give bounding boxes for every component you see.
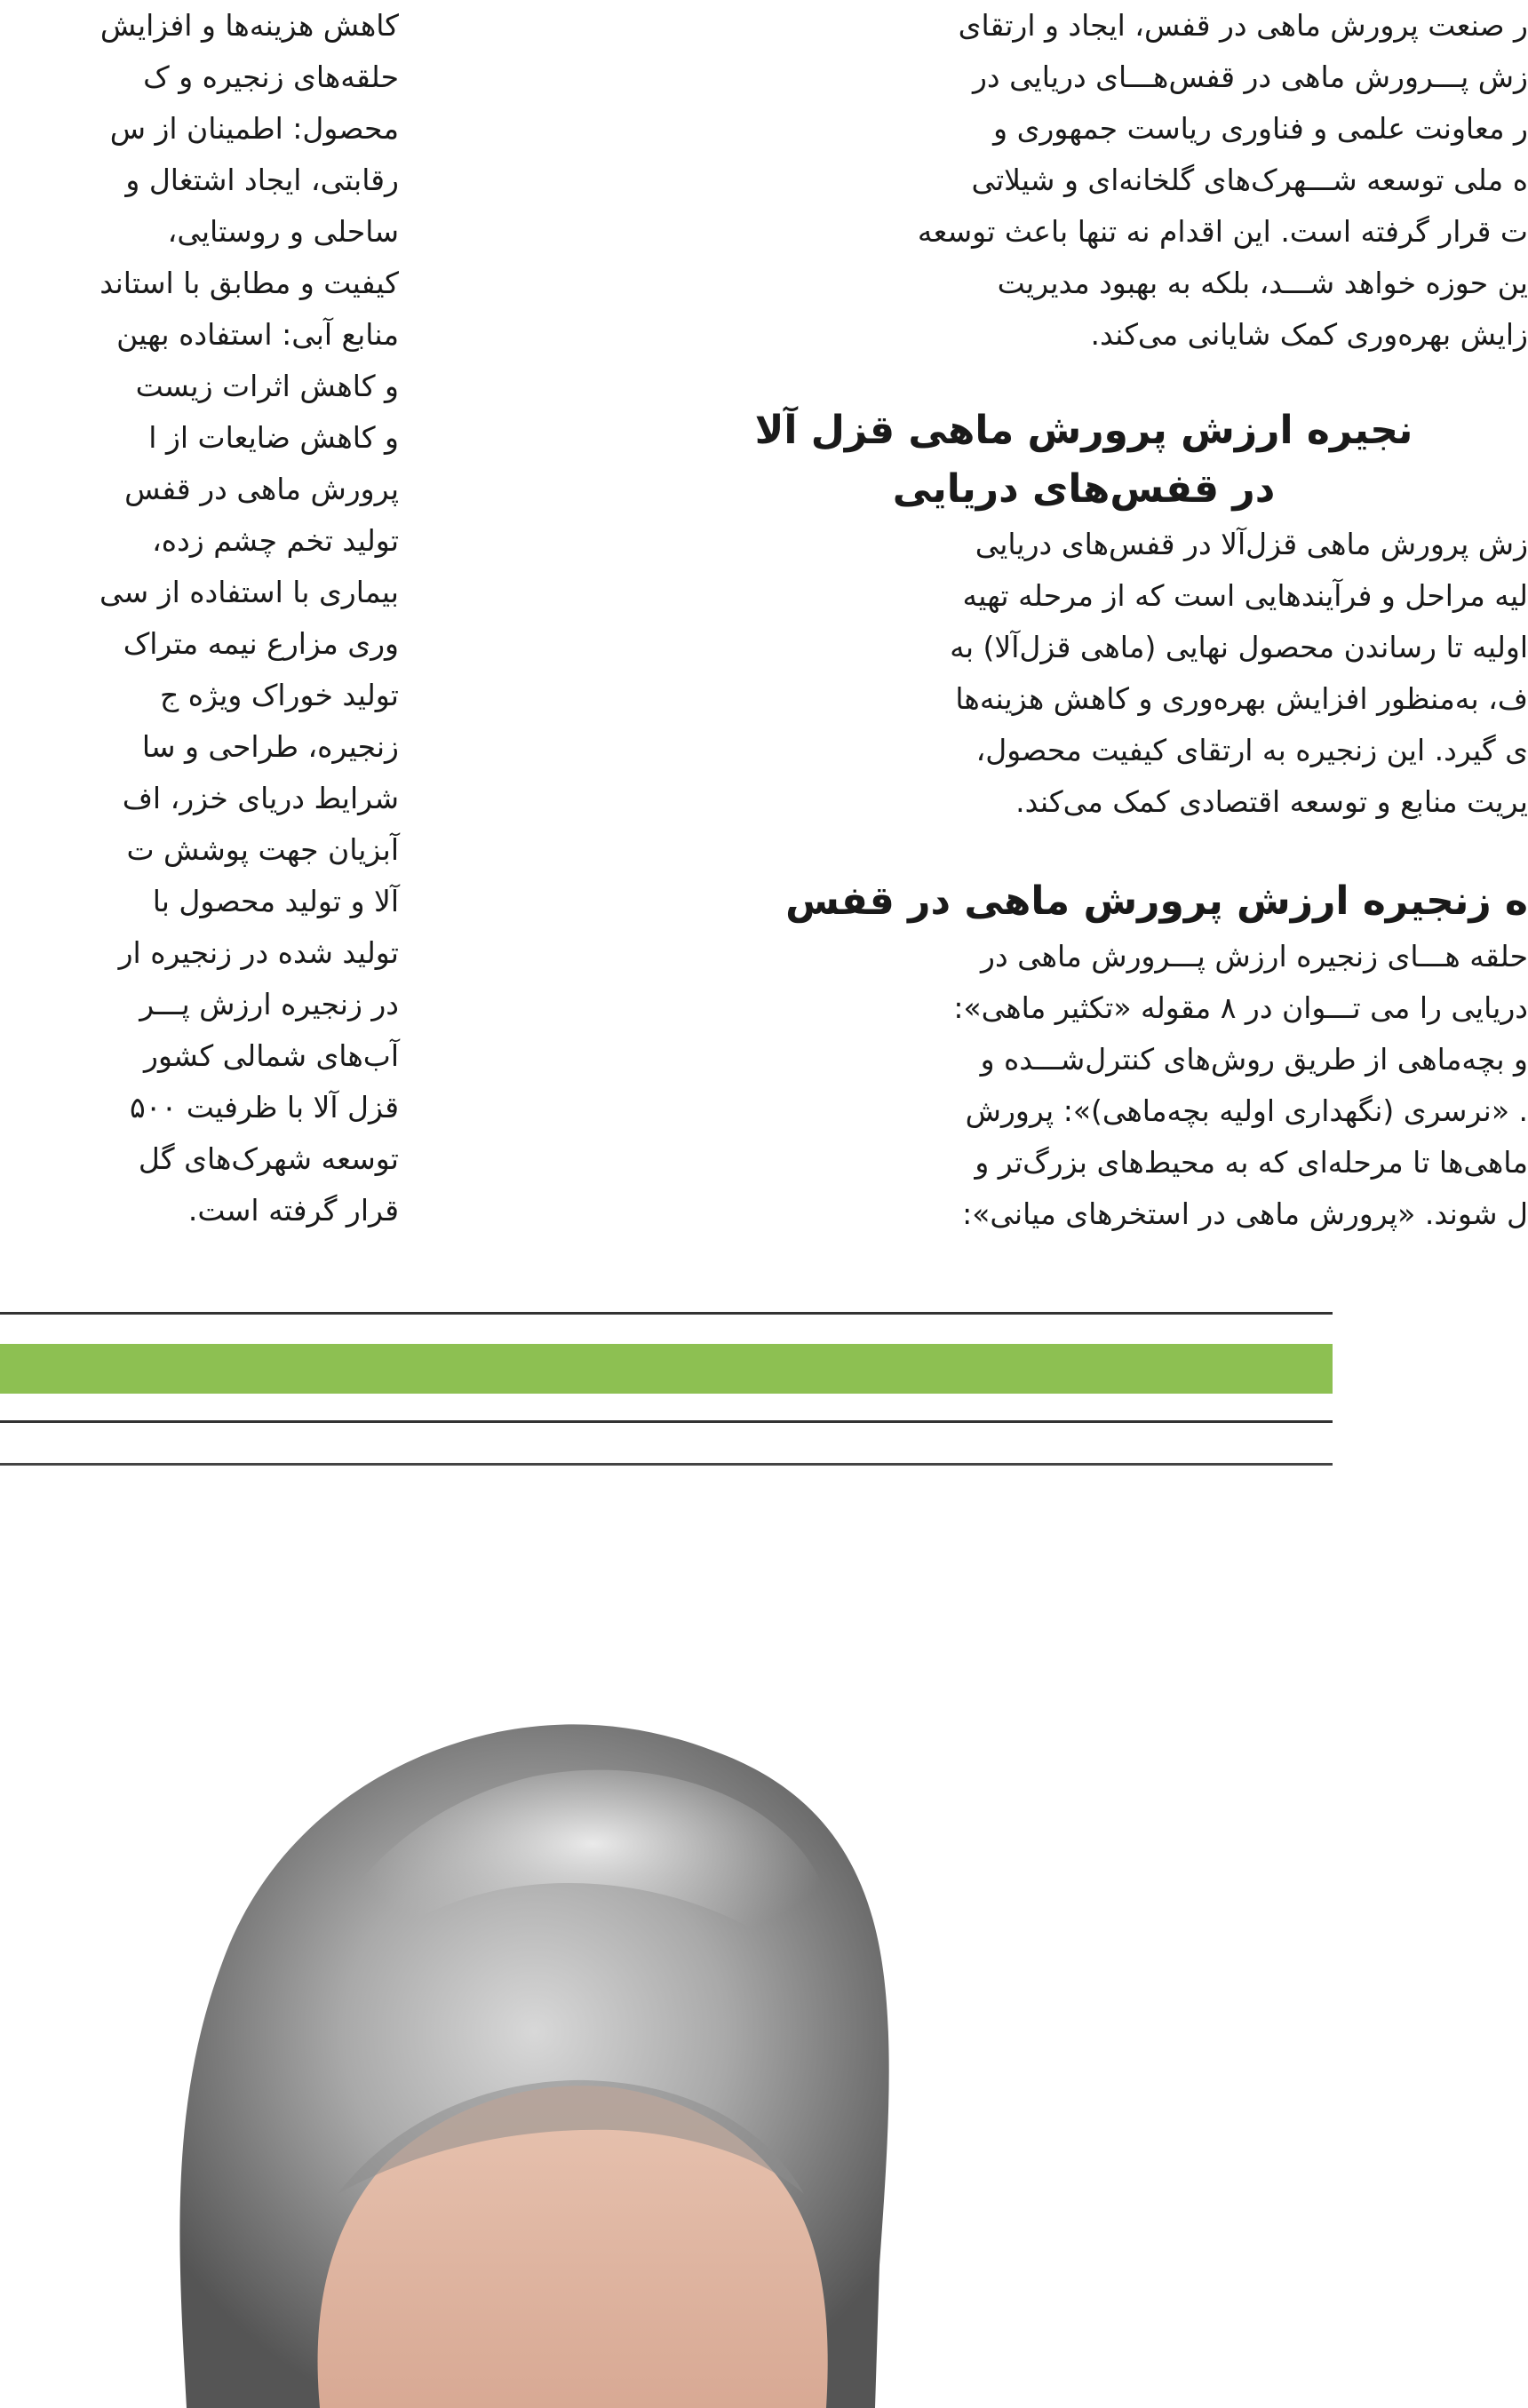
section2-line: حلقه هـــای زنجیره ارزش پـــرورش ماهی در xyxy=(981,939,1528,974)
left-text-column xyxy=(0,0,399,1279)
section1-line: ی گیرد. این زنجیره به ارتقای کیفیت محصول، xyxy=(975,733,1528,767)
left-line: کاهش هزینه‌ها و افزایش xyxy=(99,8,399,43)
left-line: حلقه‌های زنجیره و ک xyxy=(143,60,399,94)
intro-line: ه ملی توسعه شـــهرک‌های گلخانه‌ای و شیلاتی xyxy=(971,163,1528,197)
left-line: محصول: اطمینان از س xyxy=(109,111,399,146)
intro-line: ت قرار گرفته است. این اقدام نه تنها باعث توسعه xyxy=(917,214,1528,249)
left-line: زنجیره، طراحی و سا xyxy=(141,729,399,764)
left-line: و کاهش ضایعات از ا xyxy=(148,420,399,455)
right-text-column xyxy=(480,0,1528,1279)
section1-line: زش پرورش ماهی قزل‌آلا در قفس‌های دریایی xyxy=(975,527,1528,561)
heading-line: در قفس‌های دریایی xyxy=(892,466,1276,512)
left-line: پرورش ماهی در قفس xyxy=(124,472,399,506)
left-line: قرار گرفته است. xyxy=(187,1193,399,1228)
section-heading-value-chain-links: ه زنجیره ارزش پرورش ماهی در قفس xyxy=(785,878,1528,924)
intro-line: زایش بهره‌وری کمک شایانی می‌کند. xyxy=(1090,317,1528,352)
intro-line: ین حوزه خواهد شـــد، بلکه به بهبود مدیریت xyxy=(997,266,1528,300)
left-line: ساحلی و روستایی، xyxy=(167,214,399,249)
section1-line: لیه مراحل و فرآیندهایی است که از مرحله تهیه xyxy=(962,578,1528,613)
middle-divider-rule xyxy=(0,1420,1333,1423)
section1-line: اولیه تا رساندن محصول نهایی (ماهی قزل‌آلا) به xyxy=(950,630,1528,664)
left-line: تولید تخم چشم زده، xyxy=(152,523,399,558)
top-divider-rule xyxy=(0,1312,1333,1315)
intro-line: ر معاونت علمی و فناوری ریاست جمهوری و xyxy=(993,111,1528,146)
section2-line: دریایی را می تـــوان در ۸ مقوله «تکثیر ماهی»: xyxy=(953,990,1528,1025)
section1-paragraph xyxy=(640,519,1528,828)
intro-line: ر صنعت پرورش ماهی در قفس، ایجاد و ارتقای xyxy=(958,8,1528,43)
left-line: تولید شده در زنجیره ار xyxy=(118,935,399,970)
section2-line: . «نرسری (نگهداری اولیه بچه‌ماهی)»: پرورش xyxy=(965,1093,1528,1128)
left-line: آبزیان جهت پوشش ت xyxy=(126,832,399,867)
section1-line: ف، به‌منظور افزایش بهره‌وری و کاهش هزینه‌ها xyxy=(955,681,1528,716)
green-section-band xyxy=(0,1344,1333,1394)
left-line: بیماری با استفاده از سی xyxy=(99,575,399,609)
portrait-image xyxy=(0,1466,1333,2408)
left-line: شرایط دریای خزر، اف xyxy=(122,781,399,815)
left-line: قزل آلا با ظرفیت ۵۰۰ xyxy=(130,1090,399,1125)
heading-line: نجیره ارزش پرورش ماهی قزل آلا xyxy=(754,408,1413,453)
left-column-body xyxy=(0,0,399,1236)
left-line: تولید خوراک ویژه ج xyxy=(159,678,399,712)
section2-line: ل شوند. «پرورش ماهی در استخرهای میانی»: xyxy=(962,1196,1528,1231)
section2-paragraph xyxy=(640,931,1528,1240)
section-heading-value-chain xyxy=(640,401,1528,519)
left-line: آب‌های شمالی کشور xyxy=(144,1038,399,1073)
section1-line: یریت منابع و توسعه اقتصادی کمک می‌کند. xyxy=(1015,784,1528,819)
section2-line: و بچه‌ماهی از طریق روش‌های کنترل‌شـــده و xyxy=(980,1042,1528,1077)
left-line: در زنجیره ارزش پـــر xyxy=(139,987,399,1021)
intro-paragraph xyxy=(640,0,1528,361)
intro-line: زش پـــرورش ماهی در قفس‌هـــای دریایی در xyxy=(972,60,1528,94)
section2-line: ماهی‌ها تا مرحله‌ای که به محیط‌های بزرگ‌تر و xyxy=(975,1145,1528,1180)
left-line: آلا و تولید محصول با xyxy=(152,884,399,918)
left-line: و کاهش اثرات زیست xyxy=(135,369,399,403)
left-line: وری مزارع نیمه متراک xyxy=(123,626,399,661)
left-line: کیفیت و مطابق با استاند xyxy=(99,266,399,300)
left-line: منابع آبی: استفاده بهین xyxy=(116,317,399,352)
left-line: توسعه شهرک‌های گل xyxy=(138,1141,399,1176)
portrait-photo xyxy=(0,1466,1333,2408)
right-column-body xyxy=(640,0,1528,1240)
left-line: رقابتی، ایجاد اشتغال و xyxy=(125,163,399,197)
